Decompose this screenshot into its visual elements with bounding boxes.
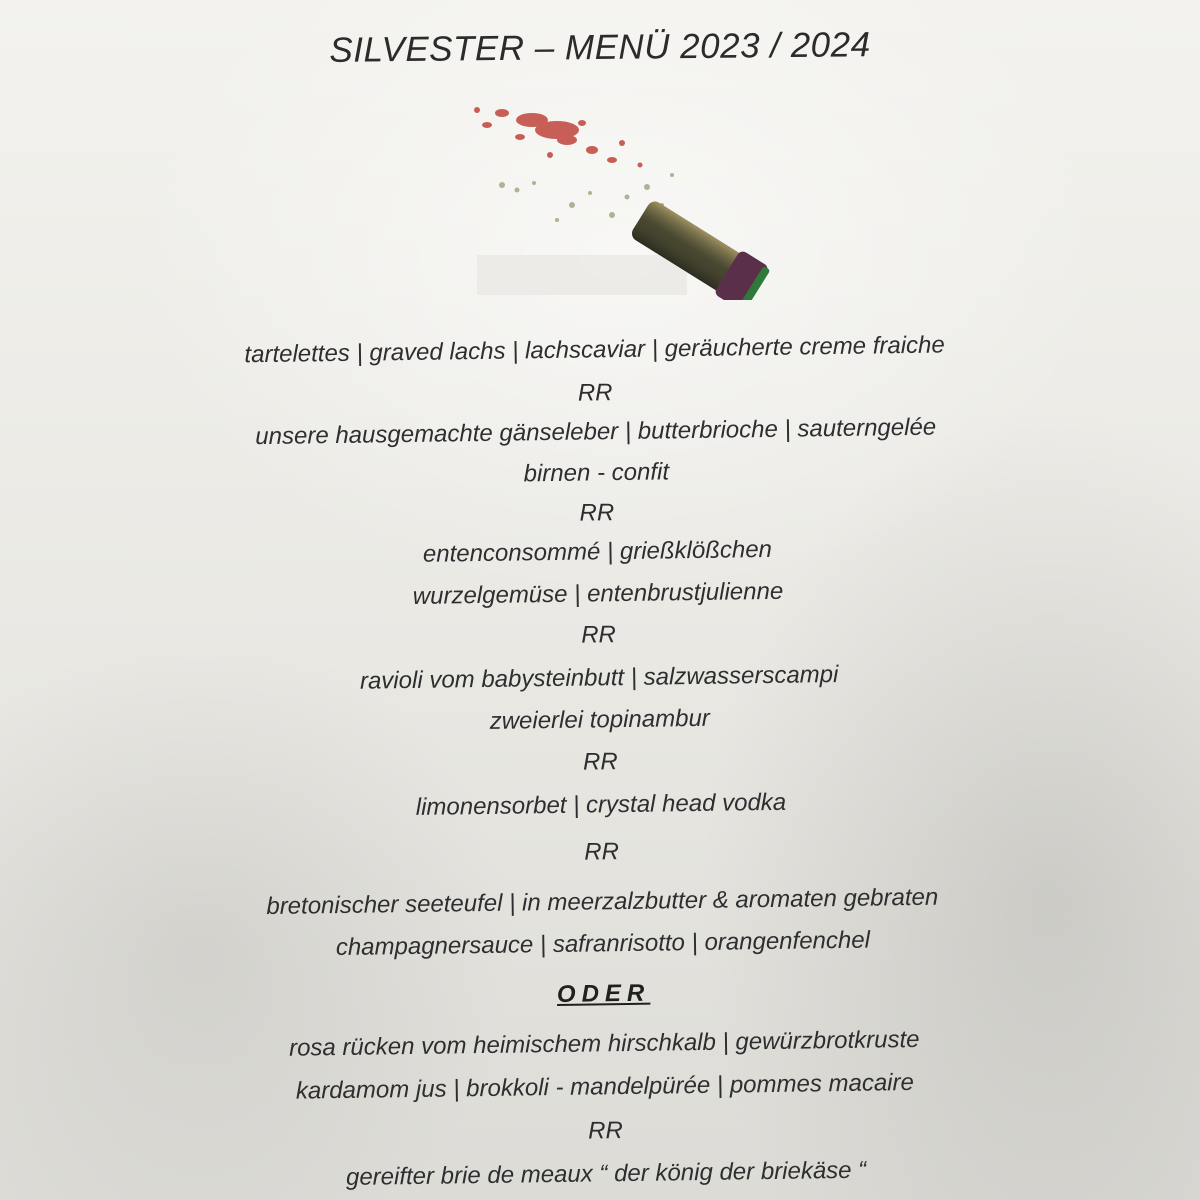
- menu-line: zweierlei topinambur: [489, 704, 710, 735]
- course-separator: RR: [582, 748, 618, 776]
- course-separator: RR: [587, 1117, 624, 1145]
- menu-line: birnen - confit: [523, 458, 670, 488]
- menu-line: gereifter brie de meaux “ der könig der briekäse “: [345, 1156, 867, 1191]
- menu-line: unsere hausgemachte gänseleber | butterbrioche | sauterngelée: [255, 413, 937, 451]
- menu-line: champagnersauce | safranrisotto | orangenfenchel: [335, 926, 871, 962]
- menu-title: SILVESTER – MENÜ 2023 / 2024: [329, 25, 871, 70]
- oder-divider: ODER: [556, 979, 651, 1008]
- menu-line: rosa rücken vom heimischem hirschkalb | gewürzbrotkruste: [288, 1025, 920, 1062]
- menu-line: limonensorbet | crystal head vodka: [415, 788, 787, 821]
- menu-line: ravioli vom babysteinbutt | salzwasserscampi: [359, 661, 839, 695]
- menu-line: entenconsommé | grießklößchen: [422, 535, 773, 568]
- menu-line: wurzelgemüse | entenbrustjulienne: [412, 577, 784, 610]
- course-separator: RR: [579, 499, 615, 527]
- menu-courses: [0, 328, 1194, 1191]
- course-separator: RR: [577, 379, 613, 407]
- menu-line: kardamom jus | brokkoli - mandelpürée | pommes macaire: [295, 1069, 915, 1105]
- menu-line: bretonischer seeteufel | in meerzalzbutter & aromaten gebraten: [266, 883, 939, 921]
- course-separator: RR: [581, 621, 617, 649]
- champagne-bottle-icon: [462, 95, 792, 300]
- menu-line: tartelettes | graved lachs | lachscaviar | geräucherte creme fraiche: [244, 331, 945, 369]
- course-separator: RR: [584, 838, 620, 866]
